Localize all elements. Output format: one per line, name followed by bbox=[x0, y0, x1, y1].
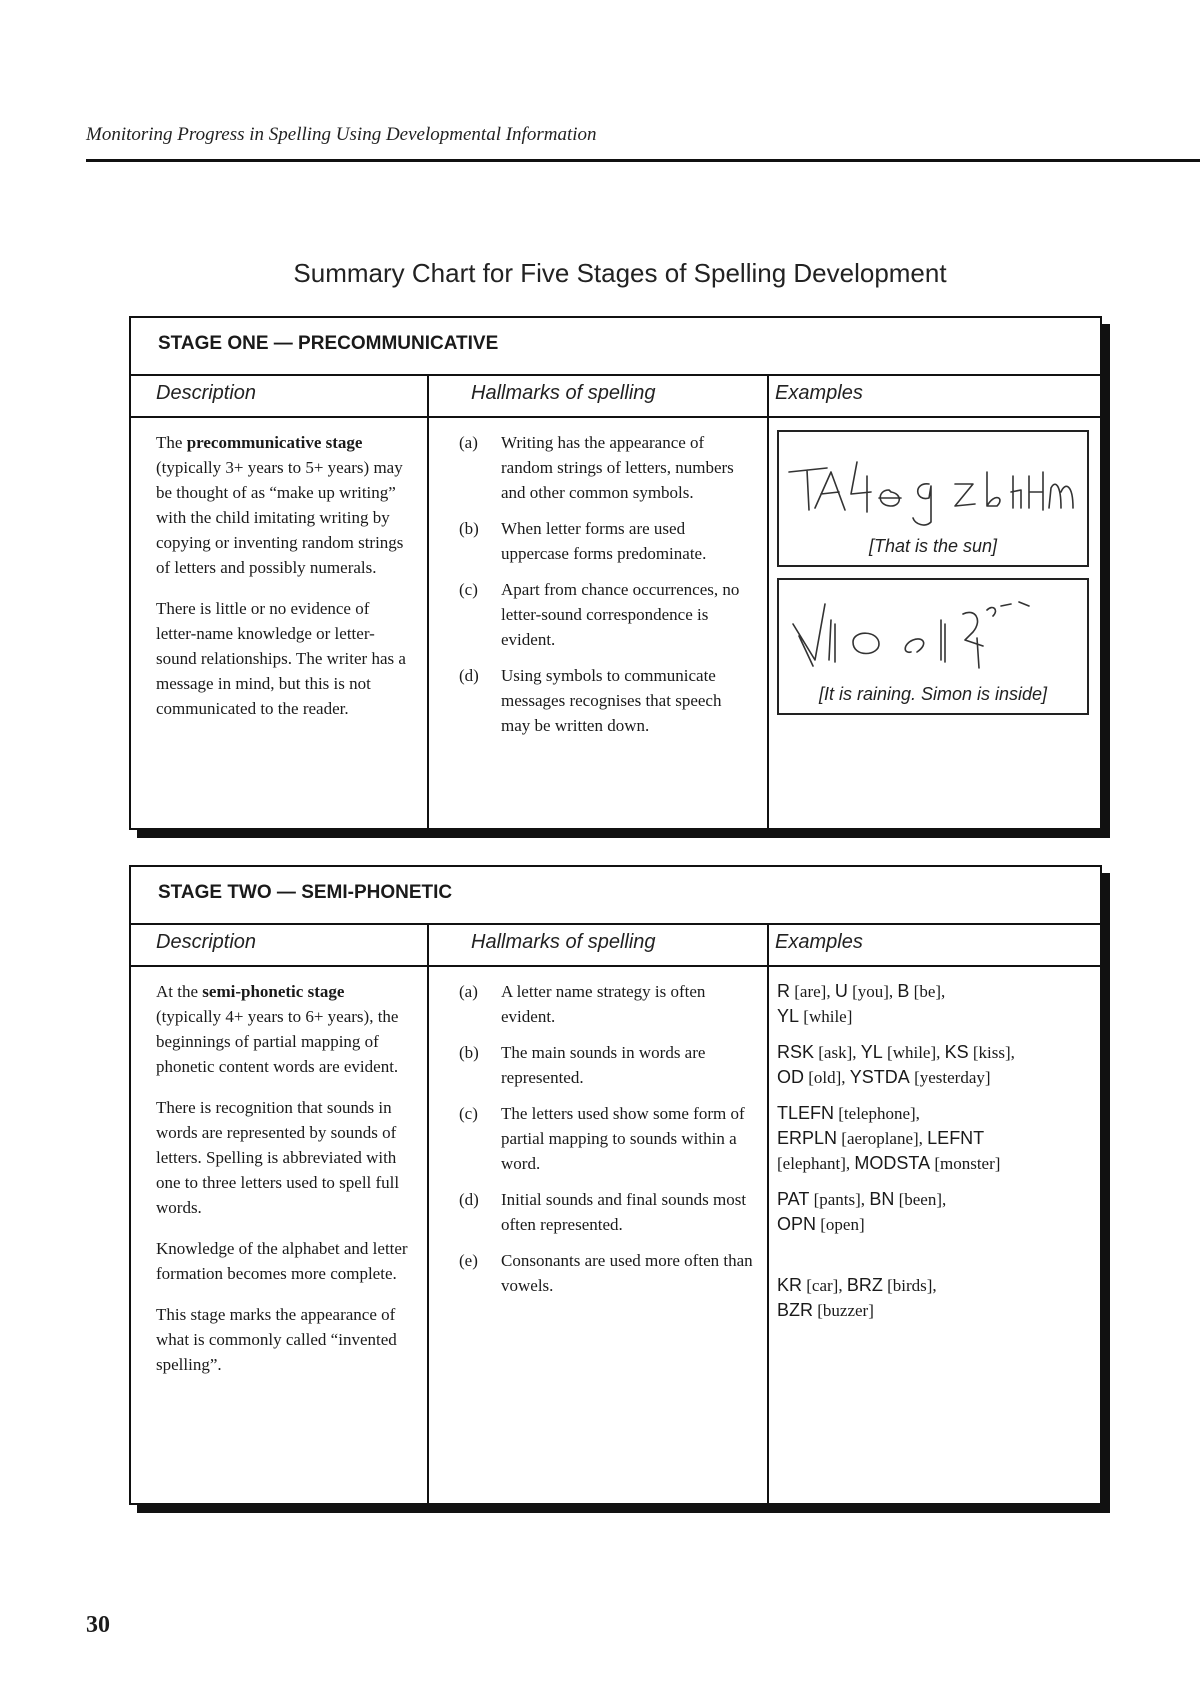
word-gloss: [old], bbox=[804, 1068, 850, 1087]
stage-two-examples bbox=[767, 967, 1100, 1503]
header-rule bbox=[86, 159, 1200, 162]
example-line bbox=[777, 1151, 1092, 1176]
examples-header: Examples bbox=[767, 376, 1100, 416]
invented-spelling: BN bbox=[869, 1189, 895, 1209]
stage-one-column-headers bbox=[131, 376, 1100, 418]
running-head: Monitoring Progress in Spelling Using Developmental Information bbox=[86, 124, 597, 145]
example-line bbox=[777, 1273, 1092, 1298]
invented-spelling: YSTDA bbox=[849, 1067, 910, 1087]
description-paragraph: At the semi-phonetic stage (typically 4+ years to 6+ years), the beginnings of partial mapping of phonetic content words are evident. bbox=[156, 982, 399, 1076]
word-gloss: [birds], bbox=[882, 1276, 937, 1295]
handwriting-sample-2 bbox=[777, 578, 1089, 715]
example-group-b bbox=[777, 1040, 1092, 1090]
stage-two-title: STAGE TWO — SEMI-PHONETIC bbox=[131, 867, 1100, 925]
invented-spelling: MODSTA bbox=[854, 1153, 931, 1173]
description-paragraph: Knowledge of the alphabet and letter formation becomes more complete. bbox=[156, 1239, 408, 1283]
example-group-a bbox=[777, 979, 1092, 1029]
example-caption: [It is raining. Simon is inside] bbox=[818, 684, 1048, 704]
stage-two-column-headers bbox=[131, 925, 1100, 967]
example-line bbox=[777, 1004, 1092, 1029]
word-gloss: [telephone], bbox=[834, 1104, 920, 1123]
word-gloss: [ask], bbox=[814, 1043, 861, 1062]
invented-spelling: U bbox=[834, 981, 848, 1001]
scribble-sun-image bbox=[779, 432, 1087, 532]
invented-spelling: ERPLN bbox=[777, 1128, 838, 1148]
word-gloss: [you], bbox=[847, 982, 898, 1001]
description-paragraph: The precommunicative stage (typically 3+ years to 5+ years) may be thought of as “make up writing” with the child imitating writing by copying or inventing random strings of letters and possibly numerals. bbox=[156, 433, 404, 577]
word-gloss: [yesterday] bbox=[909, 1068, 991, 1087]
example-line bbox=[777, 1126, 1092, 1151]
stage-one-hallmarks bbox=[427, 418, 767, 828]
example-group-d bbox=[777, 1187, 1092, 1237]
invented-spelling: KR bbox=[777, 1275, 803, 1295]
example-line bbox=[777, 979, 1092, 1004]
invented-spelling: OPN bbox=[777, 1214, 817, 1234]
word-gloss: [while] bbox=[799, 1007, 853, 1026]
word-gloss: [open] bbox=[816, 1215, 865, 1234]
word-gloss: [been], bbox=[894, 1190, 947, 1209]
invented-spelling: BZR bbox=[777, 1300, 813, 1320]
stage-term: precommunicative stage bbox=[186, 433, 363, 452]
word-gloss: [pants], bbox=[809, 1190, 870, 1209]
invented-spelling: YL bbox=[860, 1042, 883, 1062]
invented-spelling: R bbox=[777, 981, 790, 1001]
example-group-c bbox=[777, 1101, 1092, 1176]
hallmark-item: (b) When letter forms are used uppercase forms predominate. bbox=[459, 519, 707, 563]
word-gloss: [buzzer] bbox=[813, 1301, 874, 1320]
word-gloss: [elephant], bbox=[777, 1154, 855, 1173]
invented-spelling: BRZ bbox=[846, 1275, 883, 1295]
stage-one-title: STAGE ONE — PRECOMMUNICATIVE bbox=[131, 318, 1100, 376]
stage-term: semi-phonetic stage bbox=[202, 982, 345, 1001]
invented-spelling: YL bbox=[777, 1006, 800, 1026]
example-line bbox=[777, 1101, 1092, 1126]
hallmark-item: (c) Apart from chance occurrences, no letter-sound correspondence is evident. bbox=[459, 580, 740, 649]
stage-two-hallmarks bbox=[427, 967, 767, 1503]
stage-two-description bbox=[131, 967, 427, 1503]
hallmark-item: (d) Initial sounds and final sounds most often represented. bbox=[459, 1190, 747, 1234]
word-gloss: [monster] bbox=[930, 1154, 1001, 1173]
example-group-e bbox=[777, 1273, 1092, 1323]
invented-spelling: PAT bbox=[777, 1189, 810, 1209]
hallmarks-header: Hallmarks of spelling bbox=[427, 376, 767, 416]
example-line bbox=[777, 1065, 1092, 1090]
hallmark-item: (a) A letter name strategy is often evident. bbox=[459, 982, 706, 1026]
example-line bbox=[777, 1212, 1092, 1237]
invented-spelling: OD bbox=[777, 1067, 804, 1087]
word-gloss: [kiss], bbox=[968, 1043, 1015, 1062]
invented-spelling: KS bbox=[944, 1042, 969, 1062]
handwriting-sample-1 bbox=[777, 430, 1089, 567]
stage-one-panel bbox=[129, 316, 1102, 830]
word-gloss: [be], bbox=[909, 982, 946, 1001]
page-number: 30 bbox=[86, 1612, 110, 1638]
description-header: Description bbox=[156, 382, 257, 404]
example-line bbox=[777, 1040, 1092, 1065]
word-gloss: [while], bbox=[882, 1043, 945, 1062]
description-paragraph: There is recognition that sounds in words are represented by sounds of letters. Spelling is abbreviated with one to three letters used to spell full words. bbox=[156, 1098, 400, 1217]
invented-spelling: TLEFN bbox=[777, 1103, 835, 1123]
description-header: Description bbox=[156, 931, 257, 953]
scribble-rain-image bbox=[779, 580, 1087, 680]
description-paragraph: This stage marks the appearance of what is commonly called “invented spelling”. bbox=[156, 1305, 397, 1374]
invented-spelling: LEFNT bbox=[927, 1128, 985, 1148]
stage-one-examples bbox=[767, 418, 1100, 828]
stage-one-description bbox=[131, 418, 427, 828]
invented-spelling: B bbox=[897, 981, 910, 1001]
hallmark-item: (d) Using symbols to communicate messages recognises that speech may be written down. bbox=[459, 666, 722, 735]
stage-two-panel bbox=[129, 865, 1102, 1505]
example-line bbox=[777, 1298, 1092, 1323]
hallmarks-header: Hallmarks of spelling bbox=[427, 925, 767, 965]
chart-title: Summary Chart for Five Stages of Spelling Development bbox=[293, 258, 947, 288]
word-gloss: [are], bbox=[790, 982, 835, 1001]
hallmark-item: (a) Writing has the appearance of random strings of letters, numbers and other common symbols. bbox=[459, 433, 734, 502]
word-gloss: [aeroplane], bbox=[837, 1129, 928, 1148]
invented-spelling: RSK bbox=[777, 1042, 815, 1062]
hallmark-item: (b) The main sounds in words are represented. bbox=[459, 1043, 706, 1087]
examples-header: Examples bbox=[767, 925, 1100, 965]
example-line bbox=[777, 1187, 1092, 1212]
example-caption: [That is the sun] bbox=[868, 536, 998, 556]
hallmark-item: (e) Consonants are used more often than vowels. bbox=[459, 1251, 753, 1295]
hallmark-item: (c) The letters used show some form of partial mapping to sounds within a word. bbox=[459, 1104, 745, 1173]
description-paragraph: There is little or no evidence of letter-name knowledge or letter-sound relationships. The writer has a message in mind, but this is not communicated to the reader. bbox=[156, 599, 406, 718]
word-gloss: [car], bbox=[802, 1276, 847, 1295]
